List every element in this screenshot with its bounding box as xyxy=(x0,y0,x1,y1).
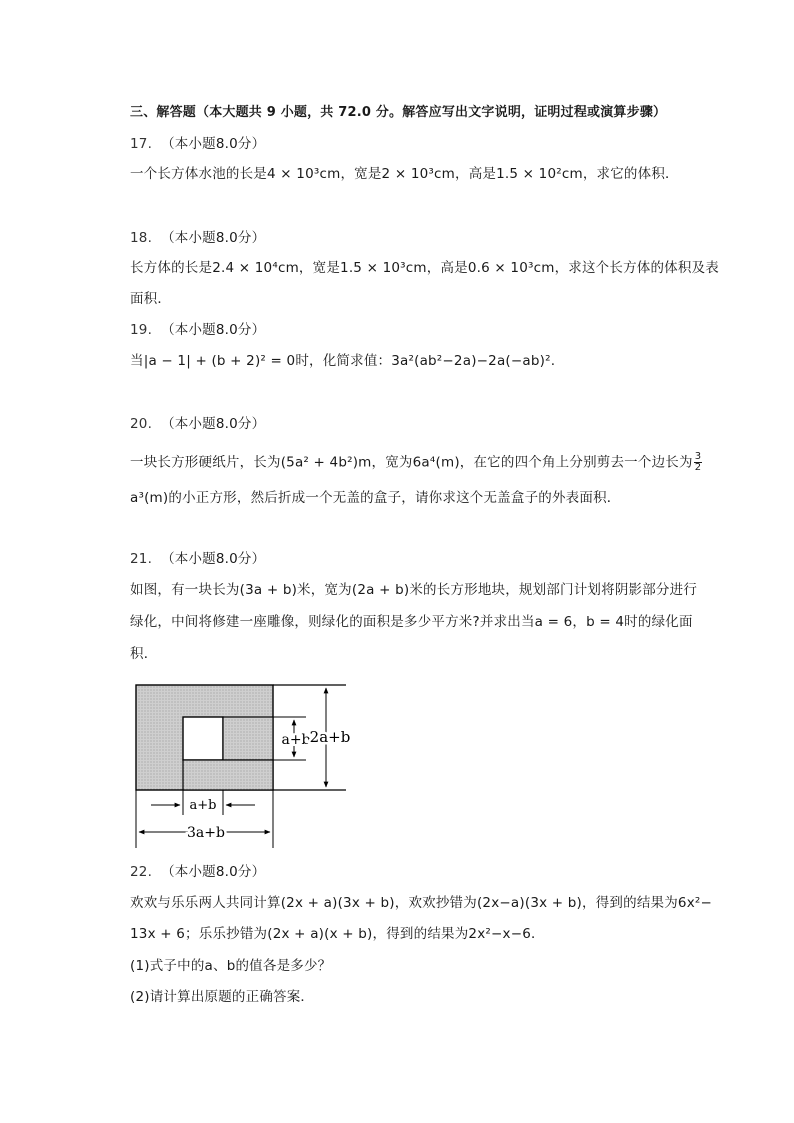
question-18-header xyxy=(130,228,265,248)
question-20-number: 20. xyxy=(130,416,153,432)
question-21-text-line2: 绿化，中间将修建一座雕像，则绿化的面积是多少平方米?并求出当a = 6，b = 4时的绿化面 xyxy=(130,614,693,630)
total-width-label: 3a+b xyxy=(187,825,225,841)
question-20-score: （本小题8.0分） xyxy=(161,416,266,432)
question-18-text-line2: 面积． xyxy=(130,291,172,307)
question-21-text-line1: 如图，有一块长为(3a + b)米，宽为(2a + b)米的长方形地块，规划部门计划将阴影部分进行 xyxy=(130,582,698,598)
question-18-text-line1: 长方体的长是2.4 × 10⁴cm，宽是1.5 × 10³cm，高是0.6 × 10³cm，求这个长方体的体积及表 xyxy=(130,260,719,276)
section-heading: 三、解答题（本大题共 9 小题，共 72.0 分。解答应写出文字说明，证明过程或演算步骤） xyxy=(130,105,667,120)
question-22-part2: (2)请计算出原题的正确答案． xyxy=(130,989,315,1005)
question-17-number: 17. xyxy=(130,136,153,152)
question-20-header xyxy=(130,414,265,434)
fraction-three-halves xyxy=(694,452,703,473)
question-19-text: 当|a − 1| + (b + 2)² = 0时，化简求值：3a²(ab²−2a)−2a(−ab)². xyxy=(130,353,556,369)
question-20-text-line1-wrapper xyxy=(130,452,702,473)
question-19-number: 19. xyxy=(130,322,153,338)
question-18-number: 18. xyxy=(130,230,153,246)
question-22-header xyxy=(130,862,265,882)
question-21-figure xyxy=(126,680,366,852)
question-19-score: （本小题8.0分） xyxy=(161,322,266,338)
question-22-number: 22. xyxy=(130,864,153,880)
total-height-label: 2a+b xyxy=(309,728,351,746)
question-21-text-line3: 积． xyxy=(130,646,158,662)
question-21-header xyxy=(130,549,265,569)
shaded-region-bottom xyxy=(183,760,273,790)
question-20-text-line2: a³(m)的小正方形，然后折成一个无盖的盒子，请你求这个无盖盒子的外表面积． xyxy=(130,490,621,506)
question-19-header xyxy=(130,320,265,340)
question-22-score: （本小题8.0分） xyxy=(161,864,266,880)
question-20-text-line1: 一块长方形硬纸片，长为(5a² + 4b²)m，宽为6a⁴(m)，在它的四个角上分别剪去一个边长为 xyxy=(130,454,693,471)
question-17-score: （本小题8.0分） xyxy=(161,136,266,152)
question-21-number: 21. xyxy=(130,551,153,567)
question-22-part1: (1)式子中的a、b的值各是多少？ xyxy=(130,958,332,974)
question-22-text-line2: 13x + 6；乐乐抄错为(2x + a)(x + b)，得到的结果为2x²−x−6． xyxy=(130,926,545,942)
statue-square xyxy=(183,717,223,760)
question-21-score: （本小题8.0分） xyxy=(161,551,266,567)
fraction-numerator: 3 xyxy=(694,451,702,462)
inner-width-label: a+b xyxy=(189,798,217,813)
shaded-region-right xyxy=(223,717,273,760)
question-18-score: （本小题8.0分） xyxy=(161,230,266,246)
inner-height-label: a+b xyxy=(281,732,311,748)
question-17-header xyxy=(130,134,265,154)
question-22-text-line1: 欢欢与乐乐两人共同计算(2x + a)(3x + b)，欢欢抄错为(2x−a)(3x + b)，得到的结果为6x²− xyxy=(130,895,713,911)
question-17-text: 一个长方体水池的长是4 × 10³cm，宽是2 × 10³cm，高是1.5 × 10²cm，求它的体积． xyxy=(130,166,679,182)
fraction-denominator: 2 xyxy=(694,462,702,473)
